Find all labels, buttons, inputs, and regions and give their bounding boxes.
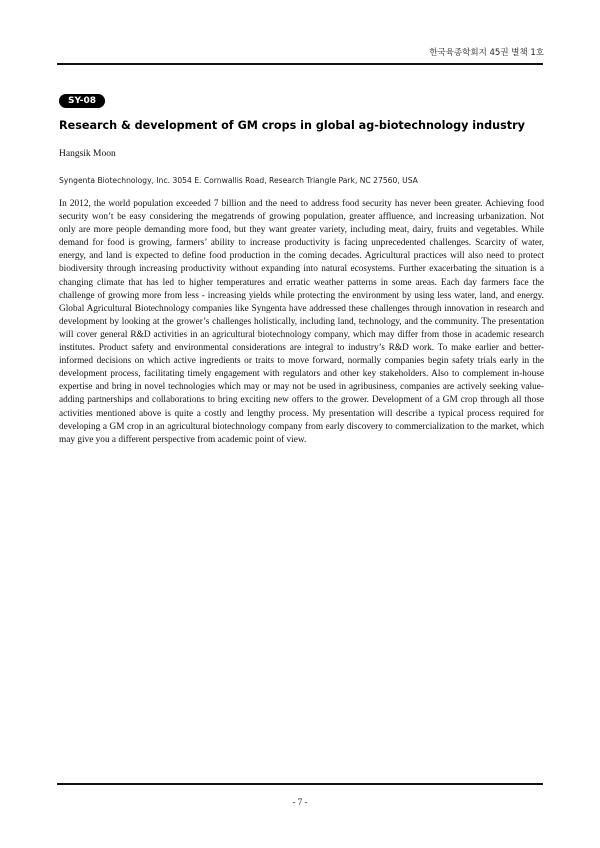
session-badge: SY-08: [59, 94, 105, 108]
bottom-rule: [57, 783, 543, 785]
author-affiliation: Syngenta Biotechnology, Inc. 3054 E. Cornwallis Road, Research Triangle Park, NC 27560, USA: [59, 176, 418, 185]
top-rule: [57, 63, 543, 65]
page-number: - 7 -: [292, 797, 308, 807]
running-head: 한국육종학회지 45권 별책 1호: [429, 48, 544, 58]
author-name: Hangsik Moon: [59, 149, 116, 159]
abstract-body: In 2012, the world population exceeded 7 billion and the need to address food security has never been greater. Achieving food security won’t be easy considering the megatrends of growing population, greater affluence, and increasing urbanization. Not only are more people demanding more food, but they want greater variety, including meat, dairy, fruits and vegetables. While demand for food is growing, farmers’ ability to increase productivity is facing unprecedented challenges. Scarcity of water, energy, and land is expected to define food production in the coming decades. Agricultural practices will also need to protect biodiversity through increasing productivity without expanding into natural ecosystems. Further exacerbating the situation is a changing climate that has led to higher temperatures and erratic weather patterns in some areas. Each day farmers face the challenge of growing more from less - increasing yields while protecting the environment by using less water, land, and energy. Global Agricultural Biotechnology companies like Syngenta have addressed these challenges through innovation in research and development by looking at the grower’s challenges holistically, including land, technology, and the community. The presentation will cover general R&D activities in an agricultural biotechnology company, which may differ from those in academic research institutes. Product safety and environmental considerations are integral to industry’s R&D work. To make earlier and better-informed decisions on which active ingredients or traits to move forward, normally companies begin safety trials early in the development process, facilitating timely engagement with regulators and other key stakeholders. Also to complement in-house expertise and bring in novel technologies which may or may not be used in agribusiness, companies are actively seeking value-adding partnerships and collaborations to bring exciting new offers to the grower. Development of a GM crop through all those activities mentioned above is quite a costly and lengthy process. My presentation will describe a typical process required for developing a GM crop in an agricultural biotechnology company from early discovery to commercialization to the market, which may give you a different perspective from academic point of view.: [59, 199, 544, 445]
paper-title: Research & development of GM crops in global ag-biotechnology industry: [59, 119, 525, 132]
